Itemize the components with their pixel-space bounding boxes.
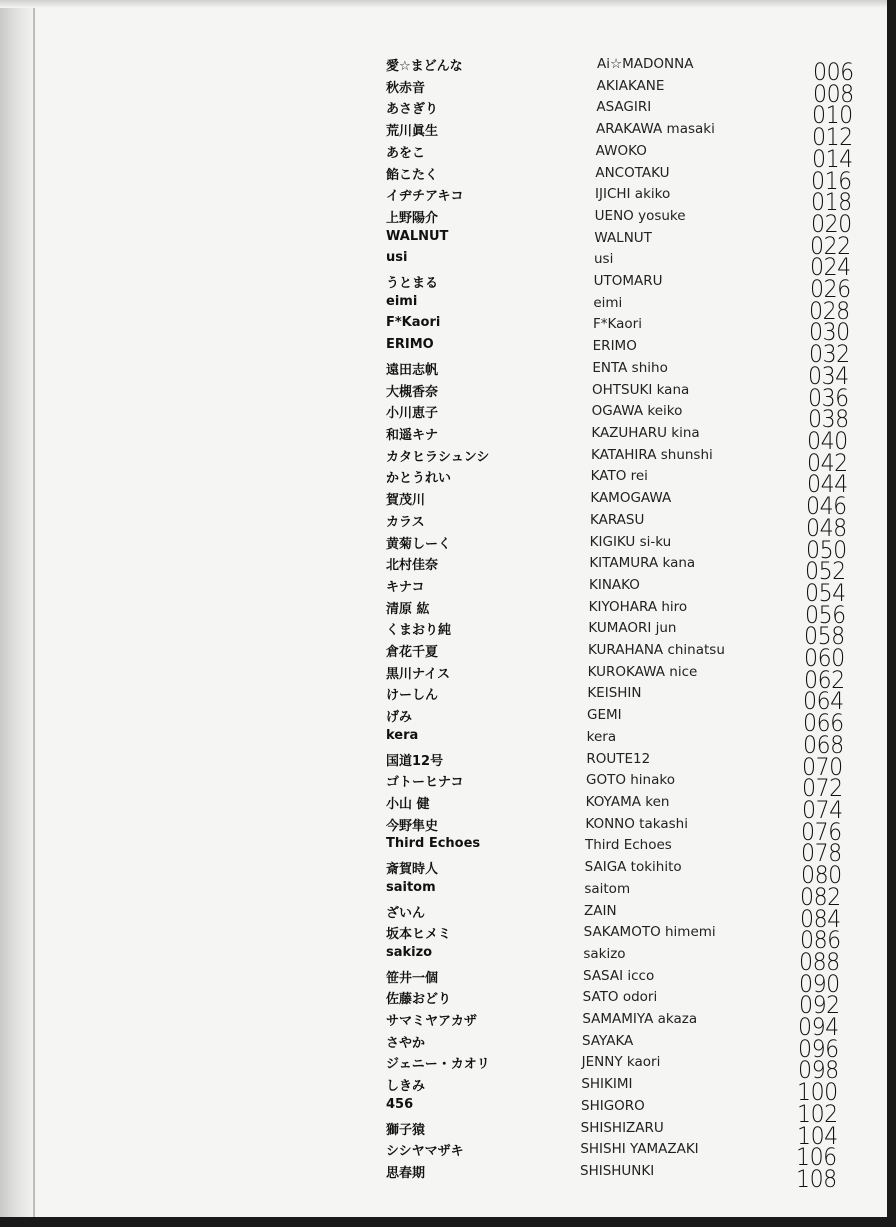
artist-name-romanized: ENTA shiho [592, 359, 668, 376]
artist-name-japanese: カタヒラシュンシ [386, 449, 490, 465]
index-entry [0, 293, 887, 327]
index-entry [0, 663, 887, 696]
artist-name-romanized: AKIAKANE [596, 77, 665, 94]
artist-name-japanese: ざいん [386, 905, 426, 921]
artist-name-romanized: usi [594, 251, 614, 268]
artist-name-romanized: OHTSUKI kana [592, 381, 690, 398]
artist-name-romanized: SHISHIZARU [580, 1119, 664, 1136]
artist-name-japanese: 思春期 [386, 1166, 426, 1181]
artist-name-romanized: ROUTE12 [586, 750, 651, 767]
page-number: 074 [801, 796, 843, 824]
page-number: 064 [803, 687, 845, 716]
artist-name-romanized: KAMOGAWA [590, 490, 672, 507]
page-number: 014 [811, 144, 853, 173]
artist-name-japanese: ジェニー・カオリ [386, 1057, 490, 1073]
page-number: 012 [812, 123, 853, 152]
index-entry [0, 468, 887, 500]
page-number: 052 [805, 557, 847, 586]
page-number: 032 [808, 340, 850, 369]
artist-name-japanese: 斎賀時人 [386, 862, 439, 878]
artist-name-japanese: usi [386, 250, 408, 266]
page-number: 076 [801, 817, 843, 846]
artist-name-japanese: うとまる [386, 276, 439, 292]
artist-name-romanized: SAIGA tokihito [584, 859, 682, 876]
artist-name-romanized: kera [586, 728, 617, 745]
artist-name-japanese: 小川恵子 [386, 406, 439, 422]
index-entry [0, 685, 887, 717]
index-entry [0, 228, 887, 262]
index-entry [0, 1096, 887, 1130]
index-entry [0, 924, 887, 956]
page-number: 048 [806, 513, 847, 542]
index-entry [0, 490, 887, 522]
page-number: 044 [806, 470, 848, 499]
page-number: 008 [812, 79, 854, 108]
artist-name-japanese: 北村佳奈 [386, 558, 439, 574]
index-entry [0, 1141, 887, 1173]
artist-name-japanese: 黒川ナイス [386, 666, 450, 682]
artist-name-japanese: 小山 健 [386, 797, 430, 812]
artist-name-japanese: キナコ [386, 579, 425, 595]
page-number: 058 [804, 622, 846, 651]
index-entry [0, 273, 887, 305]
artist-name-romanized: KEISHIN [587, 685, 642, 702]
page-number: 034 [808, 361, 850, 390]
artist-name-japanese: F*Kaori [386, 315, 441, 331]
artist-name-japanese: カラス [386, 514, 425, 530]
artist-name-romanized: KAZUHARU kina [591, 425, 700, 441]
page-number: 098 [797, 1056, 839, 1085]
artist-name-romanized: KATO rei [590, 468, 648, 485]
page-number: 056 [804, 600, 846, 629]
artist-name-japanese: けーしん [386, 688, 439, 704]
artist-name-japanese: 佐藤おどり [386, 992, 452, 1008]
page-number: 054 [805, 578, 846, 607]
artist-name-romanized: SAKAMOTO himemi [583, 924, 716, 941]
index-entry [0, 1076, 887, 1108]
page-number: 086 [799, 926, 841, 955]
artist-name-japanese: Third Echoes [386, 836, 481, 852]
index-entry [0, 555, 887, 587]
artist-name-romanized: sakizo [583, 945, 626, 962]
artist-name-romanized: SATO odori [582, 989, 658, 1006]
artist-name-japanese: イヂチアキコ [386, 189, 464, 205]
page-number: 108 [796, 1165, 837, 1193]
index-entry [0, 1011, 887, 1043]
page-number: 102 [797, 1099, 838, 1128]
page-number: 028 [809, 296, 851, 325]
artist-name-japanese: あをこ [386, 145, 426, 161]
index-entry [0, 121, 887, 153]
page-number: 094 [798, 1013, 840, 1042]
page-number: 018 [811, 188, 852, 217]
artist-name-romanized: SHIKIMI [581, 1076, 633, 1093]
page-number: 042 [807, 448, 848, 477]
artist-name-romanized: ERIMO [592, 338, 637, 355]
page-number: 062 [803, 665, 845, 694]
artist-name-japanese: sakizo [386, 944, 433, 960]
artist-name-japanese: さやか [386, 1035, 426, 1051]
artist-name-romanized: KINAKO [589, 576, 640, 593]
artist-name-japanese: 清原 紘 [386, 601, 430, 617]
artist-name-japanese: 倉花千夏 [386, 645, 439, 661]
index-entry [0, 186, 887, 218]
artist-name-romanized: F*Kaori [593, 316, 642, 333]
artist-name-japanese: サマミヤアカザ [386, 1014, 477, 1030]
artist-name-japanese: 餡こたく [386, 167, 439, 183]
index-entry [0, 772, 887, 804]
page-number: 090 [799, 969, 840, 998]
index-entry [0, 359, 887, 392]
page-number: 022 [810, 231, 852, 260]
artist-name-romanized: ANCOTAKU [595, 164, 670, 181]
artist-name-romanized: KIGIKU si-ku [589, 533, 672, 550]
artist-name-japanese: 今野隼史 [386, 818, 439, 834]
page-number: 010 [812, 101, 854, 130]
artist-name-japanese: WALNUT [386, 228, 449, 244]
artist-name-japanese: saitom [386, 879, 436, 895]
index-entry [0, 879, 887, 913]
artist-name-romanized: WALNUT [594, 229, 652, 246]
artist-name-romanized: saitom [584, 880, 631, 897]
page-number: 072 [802, 774, 843, 803]
artist-name-romanized: JENNY kaori [581, 1054, 661, 1071]
artist-name-japanese: くまおり純 [386, 623, 452, 639]
artist-name-japanese: ゴトーヒナコ [386, 775, 464, 791]
index-entry [0, 1054, 887, 1086]
artist-name-romanized: KONNO takashi [585, 815, 688, 832]
artist-name-romanized: ZAIN [584, 902, 617, 919]
artist-name-japanese: 和遥キナ [386, 428, 439, 443]
page-number: 050 [805, 535, 847, 564]
page-number: 020 [810, 209, 852, 238]
artist-name-romanized: SAYAKA [582, 1032, 634, 1049]
artist-name-romanized: GEMI [587, 707, 622, 724]
artist-name-romanized: Ai☆MADONNA [597, 56, 694, 72]
index-entry [0, 381, 887, 414]
artist-name-romanized: SHISHI YAMAZAKI [580, 1141, 699, 1158]
artist-name-romanized: KITAMURA kana [589, 555, 696, 572]
artist-name-romanized: Third Echoes [585, 837, 672, 854]
index-entry [0, 859, 887, 891]
artist-name-japanese: eimi [386, 293, 418, 309]
index-entry [0, 77, 887, 110]
artist-name-romanized: eimi [593, 294, 623, 311]
artist-name-japanese: 秋赤音 [386, 80, 426, 96]
artist-name-romanized: KUMAORI jun [588, 620, 677, 637]
index-entry [0, 142, 887, 175]
page-number: 016 [811, 166, 853, 195]
page-number: 060 [804, 644, 845, 673]
artist-name-japanese: あさぎり [386, 102, 439, 118]
page-number: 068 [802, 730, 844, 759]
page-number: 078 [801, 839, 842, 868]
page-number: 106 [796, 1143, 838, 1172]
page-number: 096 [798, 1034, 839, 1063]
index-entry [0, 315, 887, 348]
artist-name-romanized: KURAHANA chinatsu [588, 642, 725, 659]
page-number: 026 [809, 275, 851, 304]
index-entry [0, 707, 887, 739]
artist-name-romanized: KOYAMA ken [585, 794, 670, 810]
index-entry [0, 533, 887, 566]
page-number: 036 [808, 383, 849, 412]
artist-name-japanese: かとうれい [386, 471, 452, 487]
artist-name-romanized: OGAWA keiko [591, 403, 683, 420]
index-entry [0, 1163, 887, 1195]
artist-name-romanized: SHIGORO [581, 1097, 645, 1114]
artist-name-romanized: ASAGIRI [596, 99, 652, 116]
artist-name-japanese: 愛☆まどんな [386, 59, 463, 74]
page-number: 024 [810, 253, 851, 282]
page-number: 100 [797, 1078, 839, 1107]
page-number: 088 [799, 947, 841, 976]
artist-name-japanese: 坂本ヒメミ [386, 927, 452, 943]
artist-name-romanized: KUROKAWA nice [587, 663, 698, 680]
artist-name-japanese: ERIMO [386, 337, 434, 353]
artist-name-romanized: KIYOHARA hiro [588, 598, 688, 615]
artist-name-romanized: IJICHI akiko [595, 186, 671, 203]
index-entry [0, 576, 887, 609]
artist-name-japanese: 456 [386, 1096, 414, 1112]
artist-name-romanized: SHISHUNKI [580, 1163, 655, 1179]
index-entry [0, 56, 887, 88]
page-number: 092 [798, 991, 840, 1020]
artist-name-japanese: 獅子猿 [386, 1122, 426, 1138]
page-number: 030 [809, 318, 850, 347]
index-entry [0, 727, 887, 761]
index-entry [0, 620, 887, 652]
index-entry [0, 836, 887, 869]
artist-name-romanized: KATAHIRA shunshi [591, 446, 713, 463]
page-number: 046 [806, 492, 848, 521]
artist-name-romanized: GOTO hinako [586, 772, 675, 789]
page-number: 082 [800, 882, 842, 911]
artist-name-japanese: シシヤマザキ [386, 1144, 464, 1160]
index-entry [0, 250, 887, 283]
artist-name-japanese: 国道12号 [386, 753, 444, 769]
index-entry [0, 99, 887, 131]
index-entry [0, 944, 887, 978]
artist-name-japanese: 荒川眞生 [386, 124, 439, 140]
page-number: 070 [802, 752, 844, 781]
artist-name-japanese: kera [386, 727, 419, 743]
artist-name-romanized: AWOKO [595, 142, 647, 159]
artist-name-japanese: 賀茂川 [386, 493, 426, 509]
artist-name-japanese: 大槻香奈 [386, 384, 439, 400]
artist-name-japanese: 上野陽介 [386, 210, 439, 226]
page-number: 038 [807, 405, 849, 434]
page-number: 080 [800, 861, 842, 890]
artist-name-romanized: KARASU [590, 511, 645, 528]
artist-name-romanized: SAMAMIYA akaza [582, 1011, 698, 1028]
artist-name-romanized: ARAKAWA masaki [596, 121, 715, 138]
artist-name-romanized: SASAI icco [583, 967, 655, 984]
index-entry [0, 794, 887, 826]
page-number: 084 [800, 904, 841, 933]
artist-name-japanese: しきみ [386, 1079, 426, 1095]
page-number: 040 [807, 427, 849, 455]
artist-name-romanized: UTOMARU [593, 273, 663, 290]
artist-name-japanese: 黄菊しーく [386, 536, 452, 552]
page-number: 006 [813, 58, 854, 86]
index-entry [0, 337, 887, 370]
artist-name-japanese: 笹井一個 [386, 970, 439, 986]
artist-name-romanized: UENO yosuke [594, 207, 686, 224]
artist-name-japanese: 遠田志帆 [386, 362, 439, 378]
page-number: 066 [803, 709, 844, 738]
index-entry [0, 403, 887, 435]
page-edge-shadow [0, 0, 887, 8]
artist-name-japanese: げみ [386, 710, 413, 726]
page-number: 104 [796, 1121, 838, 1150]
